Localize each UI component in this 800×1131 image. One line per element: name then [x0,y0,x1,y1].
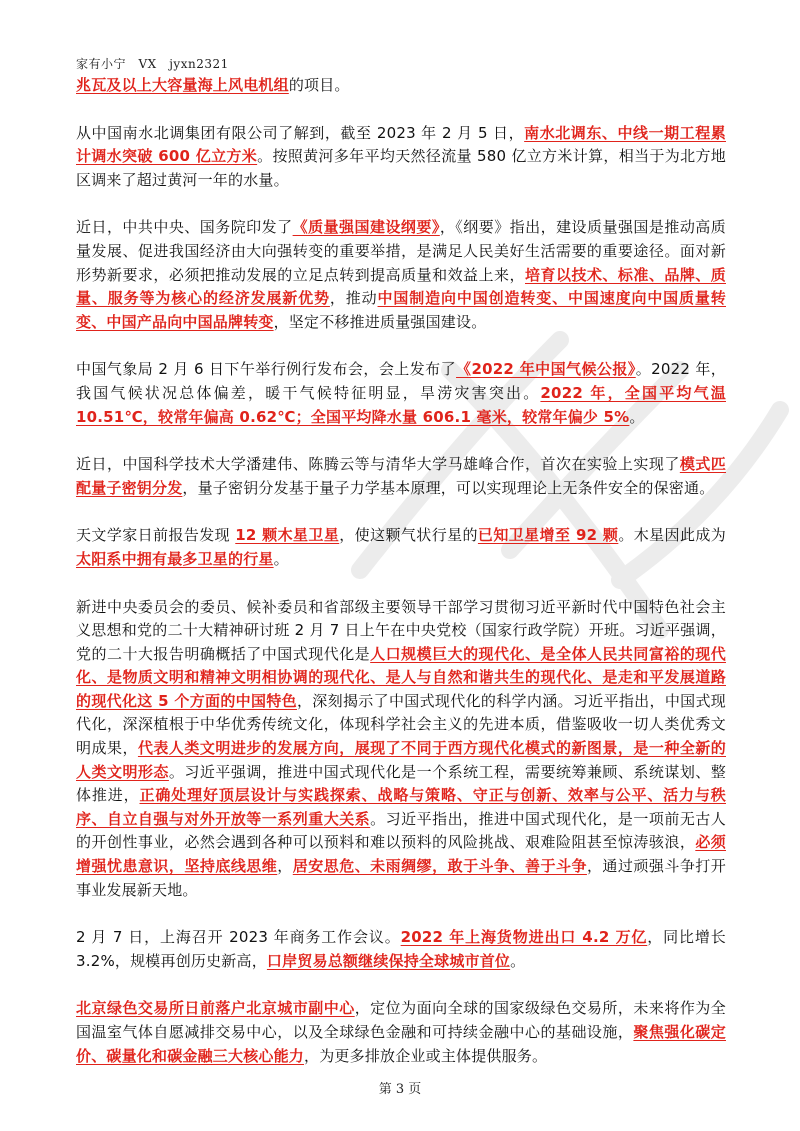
highlighted-text: 中国制造向中国创造转变、中国速度向中国质量转变、中国产品向中国品牌转变 [76,289,726,331]
body-text: 。 [273,549,289,568]
highlighted-text: 太阳系中拥有最多卫星的行星 [76,549,274,568]
body-text: 。习近平指出，推进中国式现代化，是一项前无古人的开创性事业，必然会遇到各种可以预料和难以预料的风险挑战、艰难险阻甚至惊涛骇浪， [76,809,726,852]
news-paragraph [76,997,726,1068]
body-text: ，同比增长 3.2%，规模再创历史新高， [76,928,726,970]
highlighted-text: 北京绿色交易所日前落户北京城市副中心 [76,999,355,1018]
news-paragraph [76,216,726,334]
body-text: ，定位为面向全球的国家级绿色交易所，未来将作为全国温室气体自愿减排交易中心，以及全球绿色金融和可持续金融中心的基础设施， [76,999,726,1041]
body-text: 天文学家日前报告发现 [76,526,236,545]
highlighted-text: 兆瓦及以上大容量海上风电机组 [76,76,289,94]
article-body [76,74,726,1092]
body-text: ，量子密钥分发基于量子力学基本原理，可以实现理论上无条件安全的保密通。 [182,478,715,497]
page-number: 第 3 页 [378,1082,422,1097]
news-paragraph [76,596,726,903]
body-text: 近日，中共中央、国务院印发了 [76,218,293,237]
body-text: ，深刻揭示了中国式现代化的科学内涵。习近平指出，中国式现代化，深深植根于中华优秀传统文化，体现科学社会主义的先进本质，借鉴吸收一切人类优秀文明成果， [76,691,726,758]
highlighted-text: 人口规模巨大的现代化、是全体人民共同富裕的现代化、是物质文明和精神文明相协调的现代化、是人与自然和谐共生的现代化、是走和平发展道路的现代化这 5 个方面的中国特色 [76,644,726,710]
highlighted-text: 《质量强国建设纲要》 [292,218,440,237]
body-text: 。 [629,407,645,426]
body-text: 。木星因此成为 [618,526,726,545]
body-text: ，推动 [329,289,378,308]
body-text: 中国气象局 2 月 6 日下午举行例行发布会，会上发布了 [76,360,457,379]
highlighted-text: 必须增强忧患意识，坚持底线思维 [76,833,726,876]
highlighted-text: 南水北调东、中线一期工程累计调水突破 600 亿立方米 [76,123,726,166]
page-header: 家有小宁 VX jyxn2321 [76,57,229,71]
news-paragraph [76,74,726,98]
highlighted-text: 口岸贸易总额继续保持全球城市首位 [266,951,511,970]
body-text: 。2022 年，我国气候状况总体偏差，暖干气候特征明显，旱涝灾害突出。 [76,360,727,402]
news-paragraph [76,358,726,429]
body-text: 从中国南水北调集团有限公司了解到，截至 2023 年 2 月 5 日， [76,123,525,142]
news-paragraph [76,524,726,571]
body-text: ， [277,857,293,876]
highlighted-text: 培育以技术、标准、品牌、质量、服务等为核心的经济发展新优势 [76,265,726,308]
highlighted-text: 正确处理好顶层设计与实践探索、战略与策略、守正与创新、效率与公平、活力与秩序、自立自强与对外开放等一系列重大关系 [76,786,726,828]
body-text: 。习近平强调，推进中国式现代化是一个系统工程，需要统筹兼顾、系统谋划、整体推进， [76,762,726,805]
body-text: ，通过顽强斗争打开事业发展新天地。 [76,857,726,899]
highlighted-text: 代表人类文明进步的发展方向，展现了不同于西方现代化模式的新图景，是一种全新的人类文明形态 [76,739,726,781]
body-text: ，坚定不移推进质量强国建设。 [273,312,487,331]
body-text: 。按照黄河多年平均天然径流量 580 亿立方米计算，相当于为北方地区调来了超过黄河一年的水量。 [76,147,726,189]
body-text: 2 月 7 日，上海召开 2023 年商务工作会议。 [76,928,401,947]
body-text: 新进中央委员会的委员、候补委员和省部级主要领导干部学习贯彻习近平新时代中国特色社会主义思想和党的二十大精神研讨班 2 月 7 日上午在中央党校（国家行政学院）开班。习近平强调，党的二十大报告明确概括了中国式现代化是 [76,597,726,663]
body-text: ，使这颗气状行星的 [339,526,478,545]
news-paragraph [76,122,726,193]
highlighted-text: 12 颗木星卫星 [235,526,340,545]
highlighted-text: 居安思危、未雨绸缪，敢于斗争、善于斗争 [292,857,587,876]
highlighted-text: 聚焦强化碳定价、碳量化和碳金融三大核心能力 [76,1023,726,1065]
body-text: ，《纲要》指出，建设质量强国是推动高质量发展、促进我国经济由大向强转变的重要举措，是满足人民美好生活需要的重要途径。面对新形势新要求，必须把推动发展的立足点转到提高质量和效益上来， [76,218,726,284]
body-text: 。 [510,951,526,970]
highlighted-text: 2022 年，全国平均气温 10.51℃，较常年偏高 0.62℃；全国平均降水量 606.1 毫米，较常年偏少 5% [76,383,726,426]
highlighted-text: 《2022 年中国气候公报》 [456,360,636,379]
news-paragraph [76,926,726,973]
body-text: 的项目。 [288,76,350,94]
body-text: ，为更多排放企业或主体提供服务。 [304,1046,548,1065]
highlighted-text: 模式匹配量子密钥分发 [76,455,726,497]
highlighted-text: 2022 年上海货物进出口 4.2 万亿 [400,928,648,947]
news-paragraph [76,453,726,500]
highlighted-text: 已知卫星增至 92 颗 [477,526,619,545]
body-text: 近日，中国科学技术大学潘建伟、陈腾云等与清华大学马雄峰合作，首次在实验上实现了 [76,455,680,474]
